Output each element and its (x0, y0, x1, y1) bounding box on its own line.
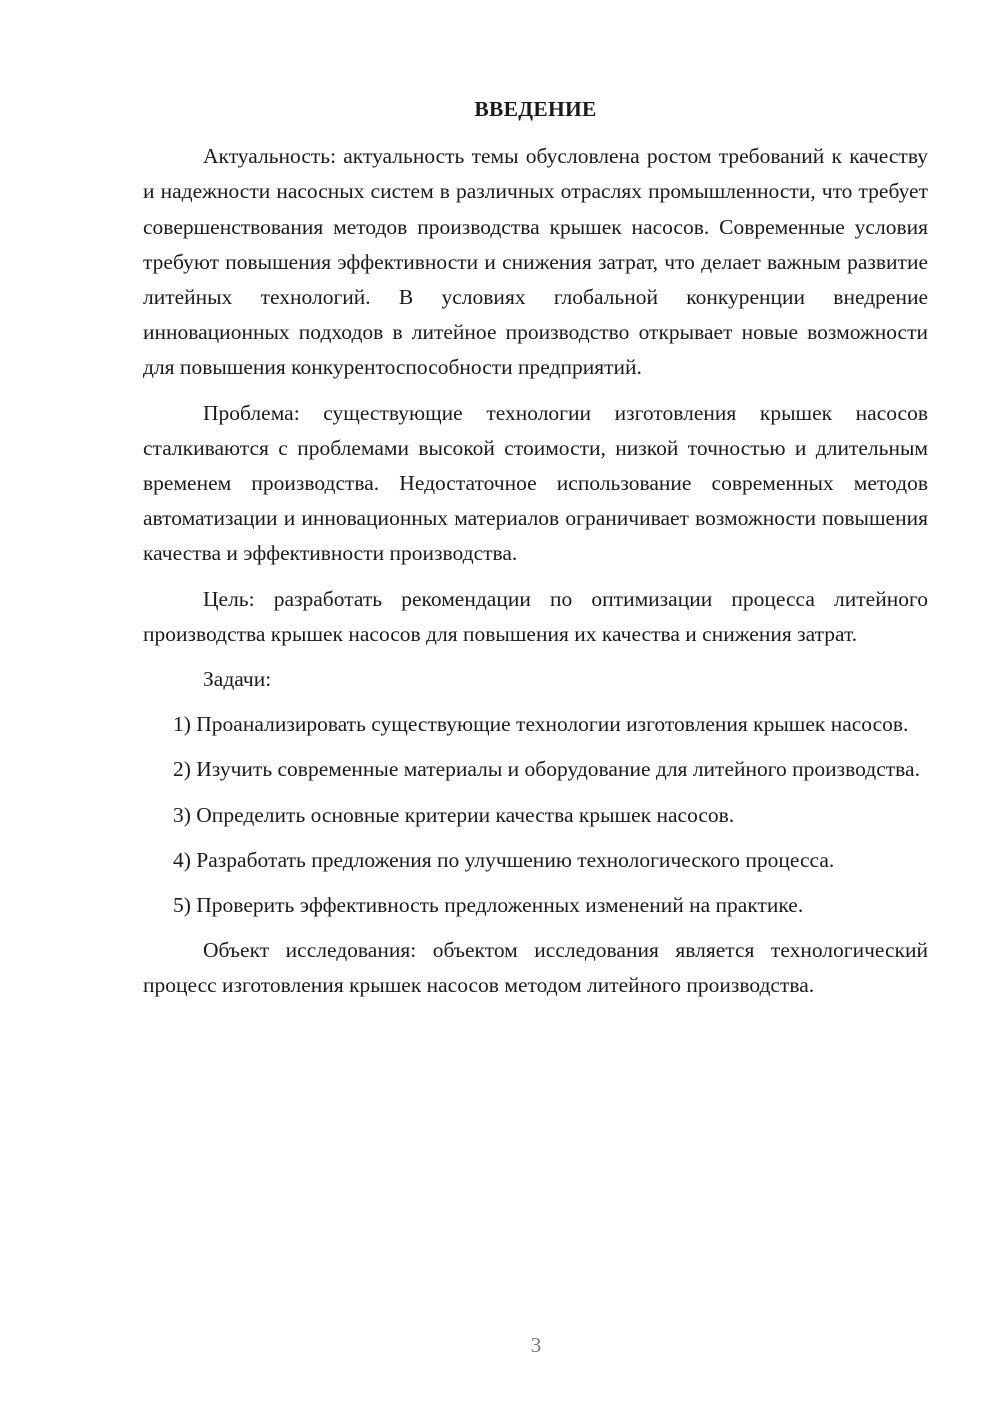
document-page (143, 92, 928, 1014)
tasks-list (143, 707, 928, 923)
task-item: 3) Определить основные критерии качества крышек насосов. (173, 802, 735, 827)
goal-paragraph: Цель: разработать рекомендации по оптимизации процесса литейного производства крышек насосов для повышения их качества и снижения затрат. (143, 586, 928, 646)
page-number: 3 (530, 1333, 542, 1357)
task-item: 4) Разработать предложения по улучшению технологического процесса. (173, 847, 835, 872)
tasks-label: Задачи: (203, 667, 272, 692)
task-item: 5) Проверить эффективность предложенных изменений на практике. (173, 893, 804, 918)
task-item: 1) Проанализировать существующие технологии изготовления крышек насосов. (173, 712, 909, 737)
problem-paragraph: Проблема: существующие технологии изготовления крышек насосов сталкиваются с проблемами высокой стоимости, низкой точностью и длительным временем производства. Недостаточное использование современных методов автоматизации и инновационных материалов ограничивает возможности повышения качества и эффективности производства. (143, 400, 928, 566)
section-heading: ВВЕДЕНИЕ (474, 97, 597, 121)
object-paragraph: Объект исследования: объектом исследования является технологический процесс изготовления крышек насосов методом литейного производства. (143, 938, 928, 998)
relevance-paragraph: Актуальность: актуальность темы обусловлена ростом требований к качеству и надежности насосных систем в различных отраслях промышленности, что требует совершенствования методов производства крышек насосов. Современные условия требуют повышения эффективности и снижения затрат, что делает важным развитие литейных технологий. В условиях глобальной конкуренции внедрение инновационных подходов в литейное производство открывает новые возможности для повышения конкурентоспособности предприятий. (143, 144, 928, 380)
task-item: 2) Изучить современные материалы и оборудование для литейного производства. (173, 757, 920, 782)
